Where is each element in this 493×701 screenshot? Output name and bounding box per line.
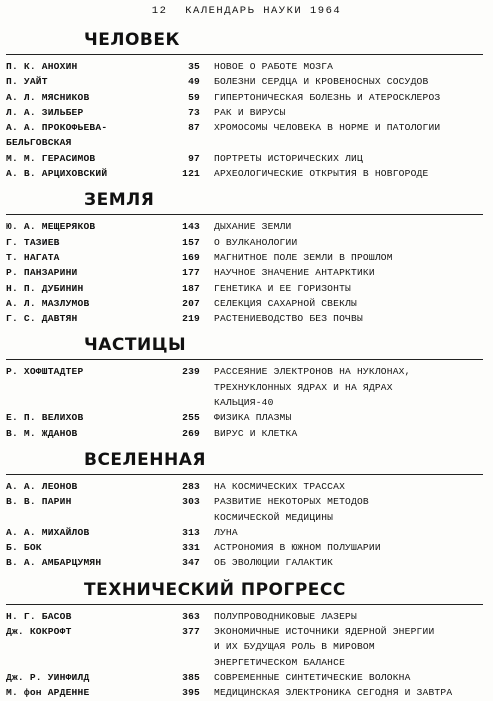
entry-page-number: 255	[182, 412, 200, 424]
toc-entry[interactable]	[6, 525, 489, 540]
toc-entry[interactable]	[6, 105, 489, 120]
entry-title: ЭКОНОМИЧНЫЕ ИСТОЧНИКИ ЯДЕРНОЙ ЭНЕРГИИ И ИХ БУДУЩАЯ РОЛЬ В МИРОВОМ ЭНЕРГЕТИЧЕСКОМ БАЛАНСЕ	[214, 626, 435, 668]
toc-entry[interactable]	[6, 59, 489, 74]
toc-entry[interactable]	[6, 250, 489, 265]
page-number: 12	[151, 5, 168, 17]
entry-page-number: 49	[188, 76, 200, 88]
entry-title: ЛУНА	[214, 526, 238, 538]
entry-page-number: 187	[182, 282, 200, 294]
entry-page-number: 35	[188, 61, 200, 72]
entry-title: О ВУЛКАНОЛОГИИ	[214, 236, 298, 248]
entry-author: Н. Г. БАСОВ	[6, 610, 72, 622]
entry-page-number: 385	[182, 671, 200, 683]
entry-title: АРХЕОЛОГИЧЕСКИЕ ОТКРЫТИЯ В НОВГОРОДЕ	[214, 168, 429, 180]
entry-author: В. В. ПАРИН	[6, 496, 72, 508]
entry-title: МАГНИТНОЕ ПОЛЕ ЗЕМЛИ В ПРОШЛОМ	[214, 251, 393, 263]
entry-page-number: 207	[182, 297, 200, 309]
entry-title: РАССЕЯНИЕ ЭЛЕКТРОНОВ НА НУКЛОНАХ, ТРЕХНУКЛОННЫХ ЯДРАХ И НА ЯДРАХ КАЛЬЦИЯ-40	[214, 366, 411, 409]
toc-entry[interactable]	[6, 364, 489, 410]
running-head	[0, 5, 493, 17]
entry-page-number: 177	[182, 267, 200, 279]
entry-title: РАК И ВИРУСЫ	[214, 106, 286, 118]
entry-title: АСТРОНОМИЯ В ЮЖНОМ ПОЛУШАРИИ	[214, 542, 381, 554]
entry-page-number: 331	[182, 542, 200, 554]
entry-page-number: 269	[182, 427, 200, 439]
entry-author: А. Л. МЯСНИКОВ	[6, 91, 90, 103]
entry-author: А. В. АРЦИХОВСКИЙ	[6, 168, 108, 180]
section-divider	[6, 474, 483, 475]
entry-title: НА КОСМИЧЕСКИХ ТРАССАХ	[214, 480, 346, 492]
section-divider	[6, 359, 483, 360]
section-title: ТЕХНИЧЕСКИЙ ПРОГРЕСС	[84, 579, 346, 600]
entry-page-number: 219	[182, 313, 200, 325]
entry-page-number: 395	[182, 687, 200, 699]
entry-author: Г. ТАЗИЕВ	[6, 236, 60, 248]
toc-entry[interactable]	[6, 281, 489, 296]
entry-author: Р. ХОФШТАДТЕР	[6, 366, 84, 378]
entry-title: ХРОМОСОМЫ ЧЕЛОВЕКА В НОРМЕ И ПАТОЛОГИИ	[214, 122, 441, 134]
entry-page-number: 313	[182, 526, 200, 538]
toc-entry[interactable]	[6, 235, 489, 250]
entry-page-number: 239	[182, 366, 200, 378]
entry-author: А. А. ЛЕОНОВ	[6, 480, 78, 492]
toc-entry[interactable]	[6, 120, 489, 151]
entry-page-number: 347	[182, 557, 200, 569]
entry-title: ВИРУС И КЛЕТКА	[214, 427, 298, 439]
toc-section	[0, 30, 493, 181]
entry-page-number: 73	[188, 106, 200, 118]
running-title: КАЛЕНДАРЬ НАУКИ 1964	[185, 5, 342, 17]
entry-title: БОЛЕЗНИ СЕРДЦА И КРОВЕНОСНЫХ СОСУДОВ	[214, 76, 429, 88]
entry-author: Г. С. ДАВТЯН	[6, 313, 78, 325]
section-title: ЗЕМЛЯ	[84, 190, 155, 211]
entry-author: Р. ПАНЗАРИНИ	[6, 267, 78, 279]
entry-page-number: 97	[188, 152, 200, 164]
toc-entry[interactable]	[6, 624, 489, 670]
entry-author: Л. А. ЗИЛЬБЕР	[6, 106, 84, 118]
table-of-contents	[0, 24, 493, 701]
entry-author: А. А. ПРОКОФЬЕВА- БЕЛЬГОВСКАЯ	[6, 122, 108, 149]
entry-author: А. А. МИХАЙЛОВ	[6, 526, 90, 538]
toc-entry[interactable]	[6, 219, 489, 234]
section-divider	[6, 604, 483, 605]
toc-entry[interactable]	[6, 540, 489, 555]
toc-entry[interactable]	[6, 90, 489, 105]
entry-title: ПОРТРЕТЫ ИСТОРИЧЕСКИХ ЛИЦ	[214, 152, 363, 164]
section-title: ЧЕЛОВЕК	[84, 30, 180, 50]
section-title: ВСЕЛЕННАЯ	[84, 449, 206, 470]
entry-title: ПОЛУПРОВОДНИКОВЫЕ ЛАЗЕРЫ	[214, 610, 357, 622]
entry-author: Б. БОК	[6, 542, 42, 554]
entry-author: В. М. ЖДАНОВ	[6, 427, 78, 439]
entry-page-number: 87	[188, 122, 200, 134]
entry-page-number: 121	[182, 168, 200, 180]
entry-title: РАСТЕНИЕВОДСТВО БЕЗ ПОЧВЫ	[214, 313, 363, 325]
entry-page-number: 283	[182, 480, 200, 492]
toc-entry[interactable]	[6, 426, 489, 441]
entry-author: Ю. А. МЕЩЕРЯКОВ	[6, 221, 96, 233]
entry-author: Т. НАГАТА	[6, 251, 60, 263]
toc-section	[0, 190, 493, 326]
toc-entry[interactable]	[6, 265, 489, 280]
toc-entry[interactable]	[6, 166, 489, 181]
entry-title: ДЫХАНИЕ ЗЕМЛИ	[214, 221, 292, 233]
entry-title: ГЕНЕТИКА И ЕЕ ГОРИЗОНТЫ	[214, 282, 352, 294]
entry-author: В. А. АМБАРЦУМЯН	[6, 557, 102, 569]
section-divider	[6, 54, 483, 55]
toc-section	[0, 580, 493, 701]
entry-title: МЕДИЦИНСКАЯ ЭЛЕКТРОНИКА СЕГОДНЯ И ЗАВТРА	[214, 687, 453, 699]
entry-author: Е. П. ВЕЛИХОВ	[6, 412, 84, 424]
entry-author: Дж. КОКРОФТ	[6, 626, 72, 638]
entry-title: ФИЗИКА ПЛАЗМЫ	[214, 412, 292, 424]
toc-entry[interactable]	[6, 494, 489, 525]
entry-page-number: 303	[182, 496, 200, 508]
toc-entry[interactable]	[6, 670, 489, 685]
toc-entry[interactable]	[6, 685, 489, 700]
toc-entry[interactable]	[6, 311, 489, 326]
toc-entry[interactable]	[6, 555, 489, 570]
entry-title: НАУЧНОЕ ЗНАЧЕНИЕ АНТАРКТИКИ	[214, 267, 375, 279]
toc-entry[interactable]	[6, 296, 489, 311]
entry-author: Дж. Р. УИНФИЛД	[6, 671, 90, 683]
entry-page-number: 143	[182, 221, 200, 233]
entry-page-number: 169	[182, 251, 200, 263]
toc-entry[interactable]	[6, 74, 489, 89]
entry-title: СОВРЕМЕННЫЕ СИНТЕТИЧЕСКИЕ ВОЛОКНА	[214, 671, 411, 683]
toc-entry[interactable]	[6, 410, 489, 425]
toc-section	[0, 335, 493, 440]
entry-author: М. фон АРДЕННЕ	[6, 687, 90, 699]
entry-author: П. К. АНОХИН	[6, 61, 78, 72]
toc-entry[interactable]	[6, 151, 489, 166]
entry-title: НОВОЕ О РАБОТЕ МОЗГА	[214, 61, 334, 72]
section-divider	[6, 214, 483, 215]
entry-page-number: 377	[182, 626, 200, 638]
entry-title: РАЗВИТИЕ НЕКОТОРЫХ МЕТОДОВ КОСМИЧЕСКОЙ МЕДИЦИНЫ	[214, 496, 369, 523]
entry-author: Н. П. ДУБИНИН	[6, 282, 84, 294]
entry-author: А. Л. МАЗЛУМОВ	[6, 297, 90, 309]
section-title: ЧАСТИЦЫ	[84, 335, 187, 356]
toc-entry[interactable]	[6, 609, 489, 624]
entry-author: П. УАЙТ	[6, 76, 48, 88]
entry-page-number: 157	[182, 236, 200, 248]
entry-title: СЕЛЕКЦИЯ САХАРНОЙ СВЕКЛЫ	[214, 297, 357, 309]
entry-author: М. М. ГЕРАСИМОВ	[6, 152, 96, 164]
entry-page-number: 363	[182, 610, 200, 622]
entry-title: ОБ ЭВОЛЮЦИИ ГАЛАКТИК	[214, 557, 334, 569]
entry-title: ГИПЕРТОНИЧЕСКАЯ БОЛЕЗНЬ И АТЕРОСКЛЕРОЗ	[214, 91, 441, 103]
entry-page-number: 59	[188, 91, 200, 103]
toc-entry[interactable]	[6, 479, 489, 494]
toc-section	[0, 450, 493, 571]
